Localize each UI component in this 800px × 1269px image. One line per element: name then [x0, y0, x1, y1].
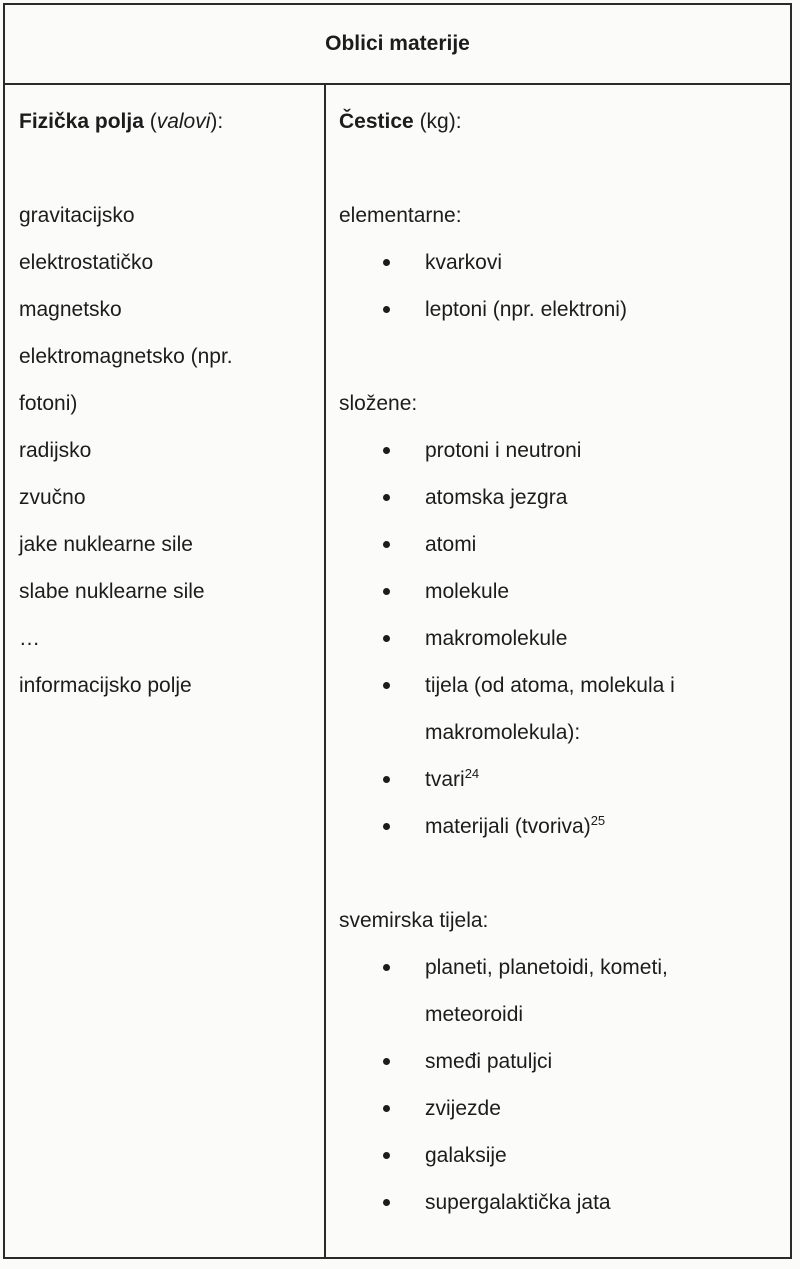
bullet-icon	[383, 1152, 390, 1159]
list-item	[339, 803, 784, 850]
fields-heading-label: Fizička polja	[19, 110, 144, 133]
group-label: svemirska tijela:	[339, 909, 489, 932]
list-item-text: molekule	[425, 580, 510, 603]
bullet-icon	[383, 823, 390, 830]
list-item	[339, 474, 784, 521]
particles-heading	[339, 98, 784, 145]
fields-column	[19, 98, 319, 709]
group-list	[339, 944, 784, 1226]
field-item: informacijsko polje	[19, 674, 192, 697]
list-item-text: materijali (tvoriva)	[425, 815, 591, 838]
field-item: jake nuklearne sile	[19, 533, 193, 556]
list-item-text: zvijezde	[425, 1097, 501, 1120]
list-item	[339, 1038, 784, 1085]
list-item-text: galaksije	[425, 1144, 507, 1167]
bullet-icon	[383, 259, 390, 266]
particles-groups	[339, 192, 784, 1226]
bullet-icon	[383, 1105, 390, 1112]
list-item-text: atomi	[425, 533, 477, 556]
list-item-text: smeđi patuljci	[425, 1050, 553, 1073]
list-item-text: tijela (od atoma, molekula i	[425, 674, 675, 697]
matter-forms-table	[3, 3, 792, 1259]
particles-column	[339, 98, 784, 1226]
field-item: elektromagnetsko (npr.	[19, 345, 233, 368]
list-item	[339, 521, 784, 568]
group-label: složene:	[339, 392, 418, 415]
list-item	[339, 1085, 784, 1132]
bullet-icon	[383, 1199, 390, 1206]
list-item-continuation: meteoroidi	[425, 1003, 524, 1026]
table-title: Oblici materije	[5, 5, 790, 85]
list-item	[339, 568, 784, 615]
bullet-icon	[383, 588, 390, 595]
list-item	[339, 756, 784, 803]
list-item-text: leptoni (npr. elektroni)	[425, 298, 627, 321]
field-item: gravitacijsko	[19, 204, 135, 227]
list-item-continuation: makromolekula):	[425, 721, 581, 744]
group-label: elementarne:	[339, 204, 462, 227]
footnote-marker: 24	[464, 766, 480, 781]
list-item	[339, 615, 784, 662]
list-item-text: tvari	[425, 768, 465, 791]
field-item: slabe nuklearne sile	[19, 580, 205, 603]
bullet-icon	[383, 776, 390, 783]
list-item	[339, 427, 784, 474]
group-list	[339, 239, 784, 333]
bullet-icon	[383, 635, 390, 642]
fields-list	[19, 192, 319, 709]
field-item: zvučno	[19, 486, 86, 509]
list-item-text: supergalaktička jata	[425, 1191, 611, 1214]
field-item: magnetsko	[19, 298, 122, 321]
list-item	[339, 239, 784, 286]
footnote-marker: 25	[590, 813, 606, 828]
list-item	[339, 662, 784, 756]
list-item-text: makromolekule	[425, 627, 568, 650]
bullet-icon	[383, 494, 390, 501]
bullet-icon	[383, 306, 390, 313]
list-item-text: atomska jezgra	[425, 486, 568, 509]
list-item-text: planeti, planetoidi, kometi,	[425, 956, 668, 979]
bullet-icon	[383, 1058, 390, 1065]
list-item-text: protoni i neutroni	[425, 439, 582, 462]
fields-heading: Fizička polja (valovi):	[19, 110, 224, 133]
bullet-icon	[383, 682, 390, 689]
fields-heading-note: valovi	[156, 110, 211, 133]
bullet-icon	[383, 447, 390, 454]
list-item	[339, 1132, 784, 1179]
field-item: …	[19, 627, 40, 650]
list-item	[339, 1179, 784, 1226]
bullet-icon	[383, 541, 390, 548]
group-list	[339, 427, 784, 850]
column-divider	[324, 85, 326, 1257]
list-item-text: kvarkovi	[425, 251, 503, 274]
particles-heading-unit: (kg):	[419, 110, 462, 133]
bullet-icon	[383, 964, 390, 971]
list-item	[339, 286, 784, 333]
field-item: elektrostatičko	[19, 251, 154, 274]
particles-heading-label: Čestice	[339, 110, 414, 133]
field-item: fotoni)	[19, 392, 78, 415]
list-item	[339, 944, 784, 1038]
field-item: radijsko	[19, 439, 92, 462]
